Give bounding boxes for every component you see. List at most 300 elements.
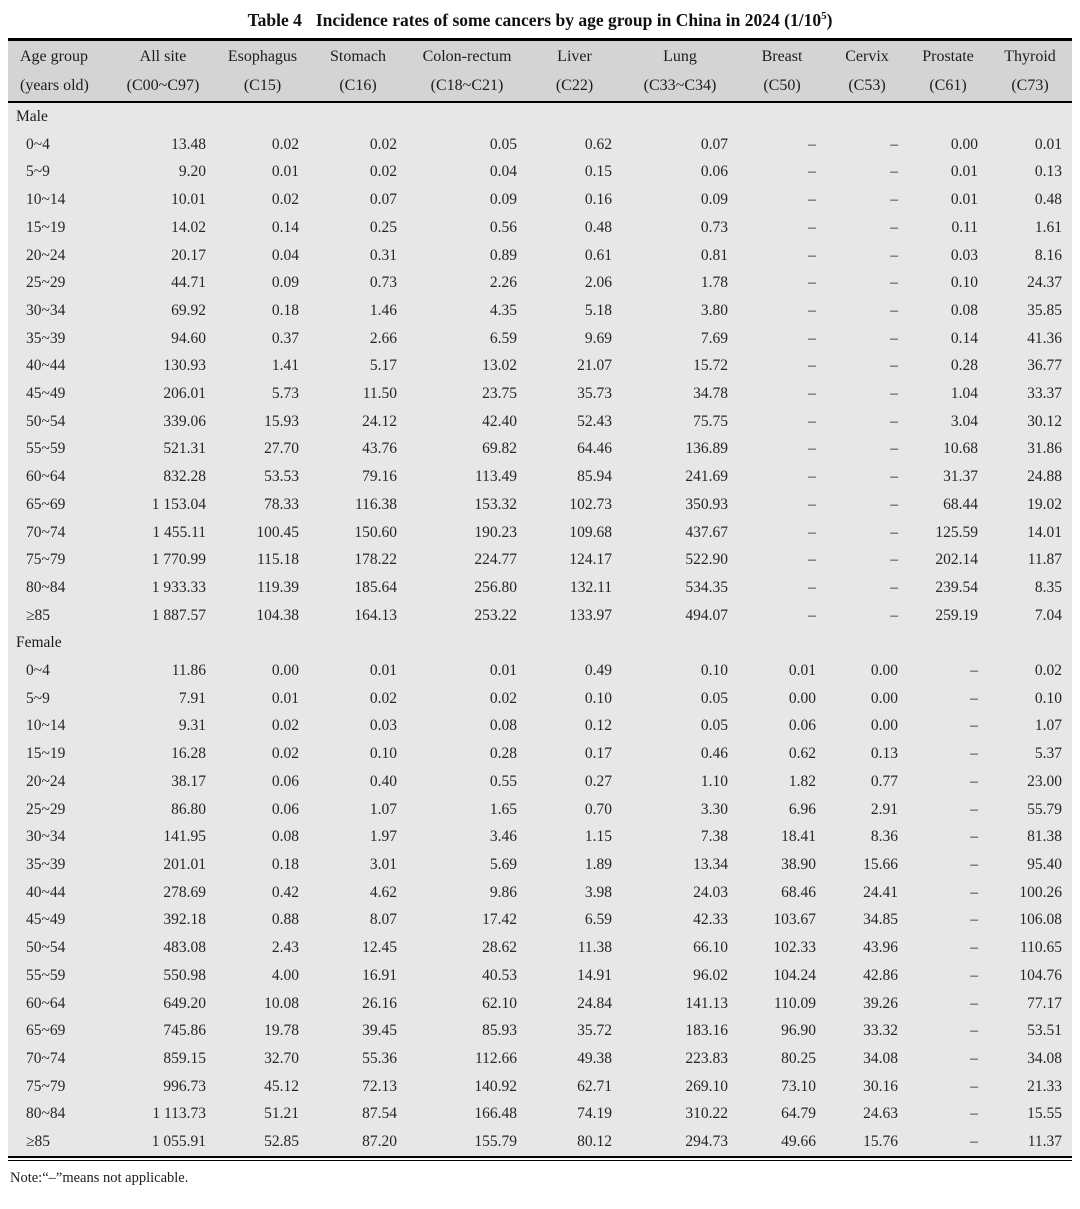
table-body xyxy=(8,102,1072,1157)
value-cell: – xyxy=(970,883,978,901)
value-cell: 42.40 xyxy=(482,412,517,430)
value-cell: 42.33 xyxy=(693,911,728,929)
value-cell: 3.98 xyxy=(584,883,612,901)
value-cell: 136.89 xyxy=(685,440,728,458)
value-cell: 81.38 xyxy=(1027,828,1062,846)
value-cell: 31.86 xyxy=(1027,440,1062,458)
value-cell: – xyxy=(970,772,978,790)
value-cell: 33.32 xyxy=(863,1022,898,1040)
table-row xyxy=(8,214,1072,242)
age-group-cell: 0~4 xyxy=(26,662,50,680)
value-cell: 53.53 xyxy=(264,468,299,486)
value-cell: 132.11 xyxy=(569,578,612,596)
age-group-cell: 50~54 xyxy=(26,412,66,430)
value-cell: 0.73 xyxy=(700,218,728,236)
age-group-cell: 10~14 xyxy=(26,717,66,735)
value-cell: – xyxy=(890,135,898,153)
value-cell: 0.18 xyxy=(271,301,299,319)
table-title xyxy=(8,10,1072,31)
age-group-cell: 40~44 xyxy=(26,357,66,375)
value-cell: – xyxy=(890,523,898,541)
value-cell: 183.16 xyxy=(685,1022,728,1040)
value-cell: 0.10 xyxy=(1034,689,1062,707)
value-cell: – xyxy=(808,163,816,181)
value-cell: 16.91 xyxy=(362,966,397,984)
value-cell: 310.22 xyxy=(685,1105,728,1123)
value-cell: 522.90 xyxy=(685,551,728,569)
age-group-cell: ≥85 xyxy=(26,606,51,624)
value-cell: 0.02 xyxy=(271,135,299,153)
value-cell: 4.35 xyxy=(489,301,517,319)
value-cell: 1 455.11 xyxy=(152,523,206,541)
value-cell: 0.00 xyxy=(870,717,898,735)
table-row xyxy=(8,463,1072,491)
value-cell: 1.10 xyxy=(700,772,728,790)
table-row xyxy=(8,712,1072,740)
value-cell: – xyxy=(970,1133,978,1151)
table-row xyxy=(8,823,1072,851)
table-row xyxy=(8,408,1072,436)
value-cell: 14.91 xyxy=(577,966,612,984)
value-cell: – xyxy=(890,246,898,264)
age-group-cell: 5~9 xyxy=(26,689,50,707)
value-cell: – xyxy=(808,274,816,292)
value-cell: 19.02 xyxy=(1027,495,1062,513)
value-cell: 0.12 xyxy=(584,717,612,735)
table-row xyxy=(8,768,1072,796)
value-cell: 39.45 xyxy=(362,1022,397,1040)
age-group-cell: 15~19 xyxy=(26,218,66,236)
column-name: All site xyxy=(139,48,187,65)
value-cell: – xyxy=(890,412,898,430)
column-name: Liver xyxy=(557,48,592,65)
value-cell: 0.31 xyxy=(369,246,397,264)
table-row xyxy=(8,519,1072,547)
value-cell: – xyxy=(890,274,898,292)
value-cell: 85.93 xyxy=(482,1022,517,1040)
value-cell: 32.70 xyxy=(264,1049,299,1067)
column-header xyxy=(826,40,908,103)
value-cell: 94.60 xyxy=(171,329,206,347)
value-cell: 0.13 xyxy=(870,745,898,763)
age-group-cell: 10~14 xyxy=(26,191,66,209)
value-cell: 34.85 xyxy=(863,911,898,929)
value-cell: 45.12 xyxy=(264,1077,299,1095)
value-cell: 87.20 xyxy=(362,1133,397,1151)
value-cell: 0.07 xyxy=(700,135,728,153)
age-group-cell: 65~69 xyxy=(26,495,66,513)
value-cell: 104.24 xyxy=(773,966,816,984)
value-cell: 3.80 xyxy=(700,301,728,319)
age-group-cell: 25~29 xyxy=(26,800,66,818)
value-cell: 0.08 xyxy=(271,828,299,846)
value-cell: 34.08 xyxy=(863,1049,898,1067)
table-row xyxy=(8,685,1072,713)
value-cell: – xyxy=(890,578,898,596)
column-code: (C00~C97) xyxy=(126,77,200,94)
value-cell: 7.69 xyxy=(700,329,728,347)
column-code: (years old) xyxy=(20,77,89,94)
age-group-cell: 15~19 xyxy=(26,745,66,763)
value-cell: – xyxy=(970,1022,978,1040)
value-cell: 0.01 xyxy=(950,163,978,181)
value-cell: 124.17 xyxy=(569,551,612,569)
value-cell: 72.13 xyxy=(362,1077,397,1095)
value-cell: 104.38 xyxy=(256,606,299,624)
value-cell: 24.37 xyxy=(1027,274,1062,292)
column-name: Stomach xyxy=(330,48,386,65)
value-cell: 55.36 xyxy=(362,1049,397,1067)
age-group-cell: 80~84 xyxy=(26,578,66,596)
value-cell: 534.35 xyxy=(685,578,728,596)
age-group-cell: ≥85 xyxy=(26,1133,51,1151)
age-group-cell: 60~64 xyxy=(26,994,66,1012)
value-cell: 0.00 xyxy=(870,662,898,680)
value-cell: – xyxy=(970,911,978,929)
value-cell: 9.20 xyxy=(178,163,206,181)
value-cell: 0.06 xyxy=(788,717,816,735)
table-note: Note:“–”means not applicable. xyxy=(10,1170,189,1187)
value-cell: 1 933.33 xyxy=(151,578,206,596)
value-cell: 68.46 xyxy=(781,883,816,901)
value-cell: 392.18 xyxy=(163,911,206,929)
table-row xyxy=(8,602,1072,630)
value-cell: 0.02 xyxy=(369,135,397,153)
table-row xyxy=(8,491,1072,519)
value-cell: 100.26 xyxy=(1019,883,1062,901)
value-cell: 3.30 xyxy=(700,800,728,818)
column-code: (C73) xyxy=(1011,77,1049,94)
value-cell: 0.40 xyxy=(369,772,397,790)
value-cell: – xyxy=(970,717,978,735)
column-name: Prostate xyxy=(922,48,974,65)
value-cell: 155.79 xyxy=(474,1133,517,1151)
value-cell: 52.85 xyxy=(264,1133,299,1151)
value-cell: – xyxy=(890,606,898,624)
cancer-incidence-table xyxy=(8,38,1072,1158)
value-cell: – xyxy=(970,828,978,846)
value-cell: 1.97 xyxy=(369,828,397,846)
value-cell: – xyxy=(970,689,978,707)
value-cell: 35.85 xyxy=(1027,301,1062,319)
value-cell: 85.94 xyxy=(577,468,612,486)
value-cell: – xyxy=(808,468,816,486)
value-cell: 0.28 xyxy=(950,357,978,375)
value-cell: 339.06 xyxy=(163,412,206,430)
value-cell: 79.16 xyxy=(362,468,397,486)
value-cell: 0.55 xyxy=(489,772,517,790)
value-cell: – xyxy=(808,385,816,403)
value-cell: 0.08 xyxy=(950,301,978,319)
value-cell: 1.15 xyxy=(584,828,612,846)
value-cell: 38.90 xyxy=(781,855,816,873)
value-cell: 73.10 xyxy=(781,1077,816,1095)
value-cell: 0.01 xyxy=(369,662,397,680)
value-cell: – xyxy=(890,329,898,347)
value-cell: 18.41 xyxy=(781,828,816,846)
value-cell: – xyxy=(808,301,816,319)
value-cell: 0.56 xyxy=(489,218,517,236)
value-cell: 68.44 xyxy=(943,495,978,513)
value-cell: 130.93 xyxy=(163,357,206,375)
value-cell: 16.28 xyxy=(171,745,206,763)
value-cell: 24.03 xyxy=(693,883,728,901)
value-cell: 0.07 xyxy=(369,191,397,209)
value-cell: 1 153.04 xyxy=(151,495,206,513)
table-row xyxy=(8,435,1072,463)
value-cell: 0.00 xyxy=(950,135,978,153)
table-row xyxy=(8,879,1072,907)
value-cell: 0.27 xyxy=(584,772,612,790)
value-cell: 0.09 xyxy=(700,191,728,209)
column-name: Age group xyxy=(20,48,88,65)
value-cell: – xyxy=(808,523,816,541)
value-cell: 201.01 xyxy=(163,855,206,873)
value-cell: 80.25 xyxy=(781,1049,816,1067)
value-cell: 33.37 xyxy=(1027,385,1062,403)
header-row xyxy=(8,40,1072,103)
value-cell: 0.02 xyxy=(271,191,299,209)
value-cell: 2.91 xyxy=(870,800,898,818)
value-cell: 23.75 xyxy=(482,385,517,403)
value-cell: 6.59 xyxy=(584,911,612,929)
value-cell: 41.36 xyxy=(1027,329,1062,347)
value-cell: 202.14 xyxy=(935,551,978,569)
value-cell: 4.62 xyxy=(369,883,397,901)
column-code: (C50) xyxy=(763,77,801,94)
age-group-cell: 35~39 xyxy=(26,329,66,347)
value-cell: 102.73 xyxy=(569,495,612,513)
value-cell: – xyxy=(970,855,978,873)
value-cell: 0.02 xyxy=(489,689,517,707)
value-cell: 0.49 xyxy=(584,662,612,680)
value-cell: 1.78 xyxy=(700,274,728,292)
value-cell: 24.12 xyxy=(362,412,397,430)
value-cell: 0.01 xyxy=(950,191,978,209)
value-cell: 27.70 xyxy=(264,440,299,458)
value-cell: 1.61 xyxy=(1034,218,1062,236)
value-cell: 141.95 xyxy=(163,828,206,846)
age-group-cell: 30~34 xyxy=(26,828,66,846)
value-cell: 0.01 xyxy=(489,662,517,680)
value-cell: 0.08 xyxy=(489,717,517,735)
value-cell: 5.17 xyxy=(369,357,397,375)
value-cell: 5.37 xyxy=(1034,745,1062,763)
value-cell: 80.12 xyxy=(577,1133,612,1151)
value-cell: 0.89 xyxy=(489,246,517,264)
value-cell: 39.26 xyxy=(863,994,898,1012)
value-cell: 119.39 xyxy=(256,578,299,596)
value-cell: 1 113.73 xyxy=(152,1105,206,1123)
value-cell: 66.10 xyxy=(693,939,728,957)
value-cell: 2.43 xyxy=(271,939,299,957)
value-cell: 86.80 xyxy=(171,800,206,818)
value-cell: 0.02 xyxy=(369,689,397,707)
value-cell: 34.78 xyxy=(693,385,728,403)
value-cell: – xyxy=(808,329,816,347)
value-cell: 0.37 xyxy=(271,329,299,347)
value-cell: 140.92 xyxy=(474,1077,517,1095)
table-row xyxy=(8,740,1072,768)
value-cell: 0.00 xyxy=(271,662,299,680)
value-cell: 53.51 xyxy=(1027,1022,1062,1040)
value-cell: 190.23 xyxy=(474,523,517,541)
value-cell: – xyxy=(890,191,898,209)
value-cell: 0.05 xyxy=(700,689,728,707)
value-cell: 49.66 xyxy=(781,1133,816,1151)
table-row xyxy=(8,242,1072,270)
value-cell: 0.77 xyxy=(870,772,898,790)
age-group-cell: 55~59 xyxy=(26,966,66,984)
value-cell: 0.62 xyxy=(788,745,816,763)
value-cell: 96.90 xyxy=(781,1022,816,1040)
column-header xyxy=(110,40,216,103)
value-cell: 11.50 xyxy=(362,385,397,403)
value-cell: 0.02 xyxy=(271,745,299,763)
column-code: (C18~C21) xyxy=(430,77,504,94)
table-row xyxy=(8,269,1072,297)
value-cell: 12.45 xyxy=(362,939,397,957)
age-group-cell: 75~79 xyxy=(26,1077,66,1095)
column-code: (C33~C34) xyxy=(643,77,717,94)
value-cell: 23.00 xyxy=(1027,772,1062,790)
age-group-cell: 70~74 xyxy=(26,1049,66,1067)
value-cell: 0.16 xyxy=(584,191,612,209)
value-cell: – xyxy=(808,606,816,624)
value-cell: 0.01 xyxy=(271,689,299,707)
value-cell: 0.17 xyxy=(584,745,612,763)
value-cell: 10.08 xyxy=(264,994,299,1012)
column-name: Esophagus xyxy=(227,48,298,65)
value-cell: 21.33 xyxy=(1027,1077,1062,1095)
value-cell: 9.86 xyxy=(489,883,517,901)
value-cell: 43.96 xyxy=(863,939,898,957)
value-cell: 11.86 xyxy=(171,662,206,680)
table-header xyxy=(8,40,1072,103)
column-header xyxy=(527,40,622,103)
section-row xyxy=(8,629,1072,657)
value-cell: 109.68 xyxy=(569,523,612,541)
value-cell: 113.49 xyxy=(474,468,517,486)
value-cell: 0.73 xyxy=(369,274,397,292)
value-cell: 78.33 xyxy=(264,495,299,513)
table-row xyxy=(8,796,1072,824)
value-cell: 13.02 xyxy=(482,357,517,375)
value-cell: 7.04 xyxy=(1034,606,1062,624)
value-cell: 103.67 xyxy=(773,911,816,929)
column-header xyxy=(407,40,527,103)
value-cell: 133.97 xyxy=(569,606,612,624)
value-cell: 141.13 xyxy=(685,994,728,1012)
table-title-text: Incidence rates of some cancers by age group in China in 2024 xyxy=(315,10,780,30)
value-cell: 0.11 xyxy=(951,218,978,236)
value-cell: 42.86 xyxy=(863,966,898,984)
table-row xyxy=(8,990,1072,1018)
value-cell: 224.77 xyxy=(474,551,517,569)
value-cell: 5.69 xyxy=(489,855,517,873)
table-row xyxy=(8,574,1072,602)
value-cell: 3.46 xyxy=(489,828,517,846)
age-group-cell: 60~64 xyxy=(26,468,66,486)
value-cell: 253.22 xyxy=(474,606,517,624)
value-cell: 112.66 xyxy=(474,1049,517,1067)
value-cell: 0.28 xyxy=(489,745,517,763)
value-cell: 1 887.57 xyxy=(151,606,206,624)
column-name: Colon-rectum xyxy=(422,48,512,65)
value-cell: 1.07 xyxy=(369,800,397,818)
value-cell: – xyxy=(970,800,978,818)
age-group-cell: 55~59 xyxy=(26,440,66,458)
value-cell: 125.59 xyxy=(935,523,978,541)
table-unit: $(1/10^5)$ xyxy=(784,10,833,30)
value-cell: – xyxy=(890,551,898,569)
value-cell: 102.33 xyxy=(773,939,816,957)
value-cell: 106.08 xyxy=(1019,911,1062,929)
value-cell: 11.38 xyxy=(577,939,612,957)
value-cell: 100.45 xyxy=(256,523,299,541)
value-cell: – xyxy=(970,1049,978,1067)
value-cell: 241.69 xyxy=(685,468,728,486)
value-cell: 0.09 xyxy=(489,191,517,209)
value-cell: 0.09 xyxy=(271,274,299,292)
age-group-cell: 70~74 xyxy=(26,523,66,541)
column-header xyxy=(988,40,1072,103)
value-cell: – xyxy=(970,966,978,984)
column-code: (C15) xyxy=(243,77,282,94)
age-group-cell: 40~44 xyxy=(26,883,66,901)
value-cell: – xyxy=(890,440,898,458)
age-group-cell: 80~84 xyxy=(26,1105,66,1123)
value-cell: 0.14 xyxy=(950,329,978,347)
value-cell: 239.54 xyxy=(935,578,978,596)
value-cell: 1 055.91 xyxy=(151,1133,206,1151)
value-cell: 8.36 xyxy=(870,828,898,846)
value-cell: 2.66 xyxy=(369,329,397,347)
value-cell: 96.02 xyxy=(693,966,728,984)
value-cell: – xyxy=(890,495,898,513)
value-cell: 28.62 xyxy=(482,939,517,957)
value-cell: 1.46 xyxy=(369,301,397,319)
table-bottom-rule xyxy=(8,1160,1072,1161)
value-cell: 859.15 xyxy=(163,1049,206,1067)
value-cell: – xyxy=(970,939,978,957)
value-cell: 5.18 xyxy=(584,301,612,319)
value-cell: 0.04 xyxy=(271,246,299,264)
value-cell: 2.26 xyxy=(489,274,517,292)
table-row xyxy=(8,1073,1072,1101)
value-cell: 21.07 xyxy=(577,357,612,375)
table-row xyxy=(8,851,1072,879)
table-row xyxy=(8,131,1072,159)
table-row xyxy=(8,158,1072,186)
value-cell: 1.82 xyxy=(788,772,816,790)
value-cell: 110.65 xyxy=(1019,939,1062,957)
age-group-cell: 50~54 xyxy=(26,939,66,957)
value-cell: 0.06 xyxy=(271,800,299,818)
value-cell: 269.10 xyxy=(685,1077,728,1095)
value-cell: 0.06 xyxy=(271,772,299,790)
table-row xyxy=(8,906,1072,934)
value-cell: 14.01 xyxy=(1027,523,1062,541)
value-cell: 36.77 xyxy=(1027,357,1062,375)
value-cell: – xyxy=(890,385,898,403)
value-cell: 10.01 xyxy=(171,191,206,209)
value-cell: 0.01 xyxy=(271,163,299,181)
value-cell: 52.43 xyxy=(577,412,612,430)
value-cell: 24.63 xyxy=(863,1105,898,1123)
value-cell: 30.12 xyxy=(1027,412,1062,430)
value-cell: 10.68 xyxy=(943,440,978,458)
